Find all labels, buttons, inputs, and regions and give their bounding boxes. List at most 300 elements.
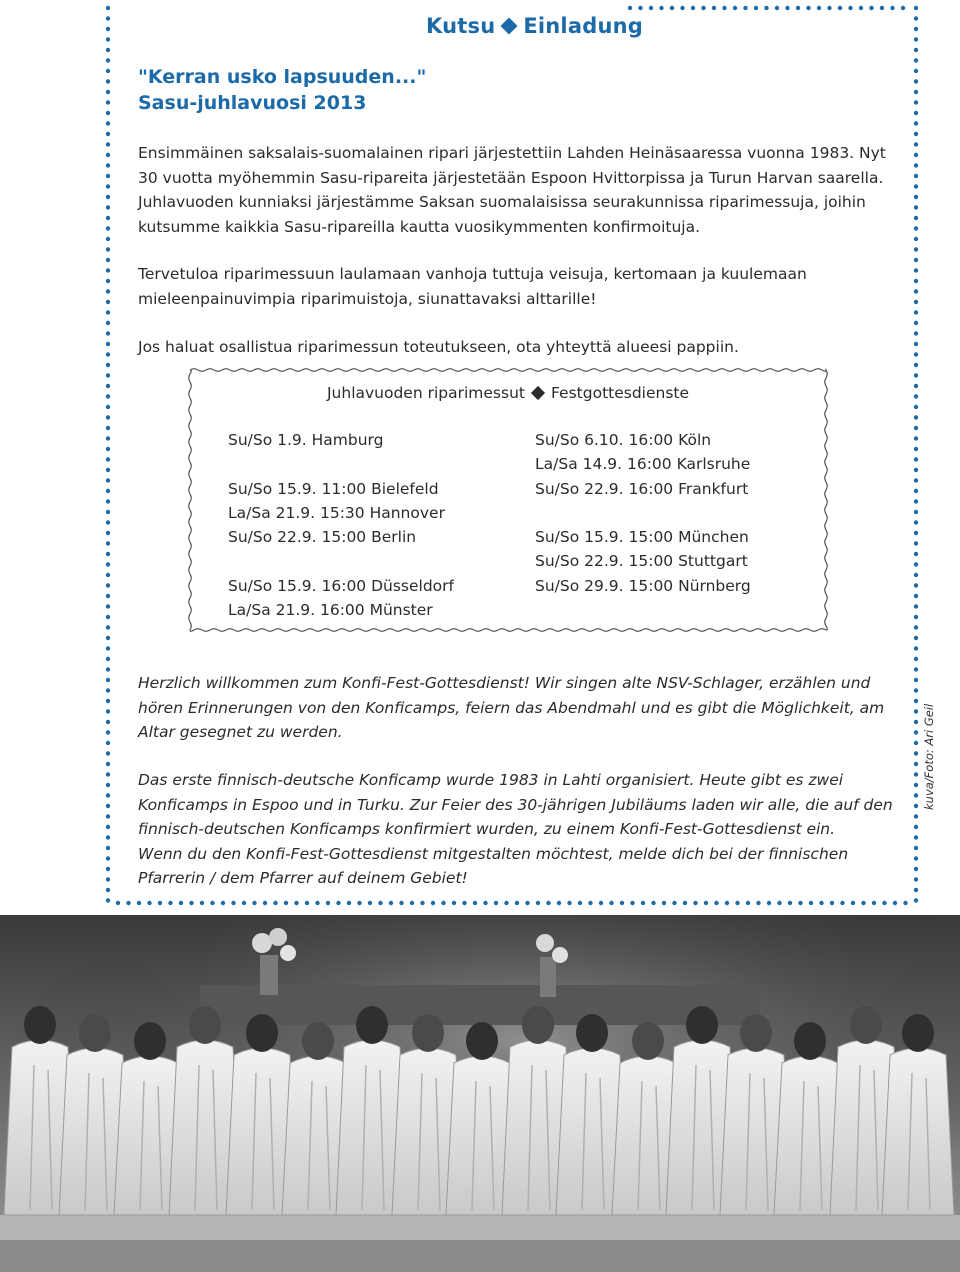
frame-dot	[106, 132, 110, 136]
schedule-column-left	[228, 428, 454, 622]
frame-dot	[106, 510, 110, 514]
frame-dot	[106, 688, 110, 692]
frame-dot	[252, 901, 256, 905]
schedule-title-finnish: Juhlavuoden riparimessut	[326, 384, 525, 402]
frame-dot	[106, 730, 110, 734]
frame-dot	[704, 901, 708, 905]
frame-dot	[914, 405, 918, 409]
frame-dot	[914, 300, 918, 304]
frame-dot	[106, 478, 110, 482]
frame-dot	[914, 352, 918, 356]
frame-dot	[914, 331, 918, 335]
frame-dot	[914, 237, 918, 241]
frame-dot	[106, 16, 110, 20]
frame-dot	[106, 100, 110, 104]
kneeling-confirmands	[4, 1006, 954, 1215]
frame-dot	[106, 699, 110, 703]
frame-dot	[106, 856, 110, 860]
frame-dot	[106, 814, 110, 818]
schedule-item: Su/So 1.9. Hamburg	[228, 431, 384, 449]
frame-dot	[294, 901, 298, 905]
frame-dot	[914, 426, 918, 430]
frame-dot	[914, 79, 918, 83]
frame-dot	[851, 901, 855, 905]
frame-dot	[483, 901, 487, 905]
frame-dot	[106, 657, 110, 661]
frame-dot	[733, 6, 737, 10]
frame-dot	[431, 901, 435, 905]
frame-dot	[914, 730, 918, 734]
frame-dot	[106, 373, 110, 377]
finnish-paragraph-1: Ensimmäinen saksalais-suomalainen ripari järjestettiin Lahden Heinäsaaressa vuonna 1983. Nyt 30 vuotta myöhemmin Sasu-ripareita järjestetään Espoon Hvittorpissa ja Turun Harvan saarella. Juhlavuoden kunniaksi järjestämme Saksan suomalaisissa seurakunnissa riparimessuja, joihin kutsumme kaikkia Sasu-ripareilla kautta vuosikymmenten konfirmoituja.	[138, 144, 886, 236]
frame-dot	[106, 352, 110, 356]
frame-dot	[680, 6, 684, 10]
schedule-item: La/Sa 14.9. 16:00 Karlsruhe	[535, 455, 751, 474]
frame-dot	[106, 237, 110, 241]
frame-dot	[106, 636, 110, 640]
schedule-item: Su/So 15.9. 16:00 Düsseldorf	[228, 576, 454, 595]
frame-dot	[263, 901, 267, 905]
frame-dot	[106, 825, 110, 829]
frame-dot	[106, 783, 110, 787]
frame-dot	[106, 27, 110, 31]
frame-dot	[106, 37, 110, 41]
frame-dot	[914, 520, 918, 524]
frame-dot	[662, 901, 666, 905]
finnish-paragraph-3: Jos haluat osallistua riparimessun toteutukseen, ota yhteyttä alueesi pappiin.	[138, 338, 739, 356]
frame-dot	[106, 268, 110, 272]
frame-dot	[106, 762, 110, 766]
frame-dot	[242, 901, 246, 905]
frame-dot	[106, 310, 110, 314]
frame-dot	[914, 90, 918, 94]
frame-dot	[914, 594, 918, 598]
frame-dot	[106, 447, 110, 451]
frame-dot	[106, 415, 110, 419]
frame-dot	[158, 901, 162, 905]
schedule-column-right	[535, 428, 751, 598]
photo-credit: kuva/Foto: Ari Geil	[922, 703, 936, 810]
schedule-spacer	[535, 501, 751, 525]
kicker-german: Einladung	[523, 14, 643, 38]
frame-dot	[106, 226, 110, 230]
frame-dot	[305, 901, 309, 905]
frame-dot	[914, 552, 918, 556]
frame-dot	[546, 901, 550, 905]
frame-dot	[914, 531, 918, 535]
frame-dot	[106, 300, 110, 304]
frame-dot	[798, 901, 802, 905]
frame-dot	[106, 594, 110, 598]
frame-dot	[638, 6, 642, 10]
frame-dot	[914, 772, 918, 776]
frame-dot	[914, 783, 918, 787]
frame-dot	[840, 901, 844, 905]
frame-dot	[914, 100, 918, 104]
frame-dot	[914, 321, 918, 325]
frame-dot	[914, 657, 918, 661]
frame-dot	[914, 384, 918, 388]
frame-dot	[901, 6, 905, 10]
frame-dot	[315, 901, 319, 905]
frame-dot	[914, 636, 918, 640]
frame-dot	[378, 901, 382, 905]
frame-dot	[914, 562, 918, 566]
frame-dot	[179, 901, 183, 905]
frame-dot	[893, 901, 897, 905]
frame-dot	[106, 520, 110, 524]
german-paragraph-2	[138, 768, 908, 891]
frame-dot	[914, 510, 918, 514]
frame-dot	[903, 901, 907, 905]
frame-dot	[914, 174, 918, 178]
frame-dot	[106, 426, 110, 430]
frame-dot	[106, 583, 110, 587]
frame-dot	[106, 58, 110, 62]
frame-dot	[494, 901, 498, 905]
frame-dot	[106, 363, 110, 367]
frame-dot	[106, 195, 110, 199]
frame-dot	[106, 163, 110, 167]
frame-dot	[210, 901, 214, 905]
frame-dot	[914, 468, 918, 472]
frame-dot	[106, 48, 110, 52]
frame-dot	[200, 901, 204, 905]
frame-dot	[714, 901, 718, 905]
frame-dot	[106, 678, 110, 682]
schedule-item: Su/So 6.10. 16:00 Köln	[535, 431, 712, 449]
frame-dot	[914, 69, 918, 73]
frame-dot	[914, 16, 918, 20]
german-paragraph-2-text: Das erste finnisch-deutsche Konficamp wurde 1983 in Lahti organisiert. Heute gibt es zwei Konficamps in Espoo und in Turku. Zur Feier des 30-jährigen Jubiläums laden wir alle, die auf den finnisch-deutschen Konficamps konfirmiert wurden, zu einem Konfi-Fest-Gottesdienst ein.	[138, 771, 893, 838]
frame-dot	[788, 901, 792, 905]
frame-dot	[775, 6, 779, 10]
frame-dot	[106, 888, 110, 892]
frame-dot	[670, 6, 674, 10]
frame-dot	[777, 901, 781, 905]
schedule-item: La/Sa 21.9. 16:00 Münster	[228, 601, 433, 620]
frame-dot	[914, 247, 918, 251]
frame-dot	[914, 489, 918, 493]
frame-dot	[914, 741, 918, 745]
frame-dot	[914, 898, 918, 902]
frame-dot	[588, 901, 592, 905]
frame-dot	[914, 856, 918, 860]
frame-dot	[914, 58, 918, 62]
frame-dot	[628, 6, 632, 10]
frame-dot	[106, 531, 110, 535]
diamond-icon	[531, 385, 545, 399]
frame-dot	[126, 901, 130, 905]
frame-dot	[861, 901, 865, 905]
altar-step-top	[0, 1215, 960, 1240]
frame-dot	[441, 901, 445, 905]
frame-dot	[914, 111, 918, 115]
frame-dot	[336, 901, 340, 905]
frame-dot	[106, 321, 110, 325]
frame-dot	[106, 615, 110, 619]
frame-dot	[106, 604, 110, 608]
frame-dot	[273, 901, 277, 905]
frame-dot	[754, 6, 758, 10]
frame-dot	[106, 69, 110, 73]
frame-dot	[609, 901, 613, 905]
frame-dot	[399, 901, 403, 905]
page-heading	[138, 64, 426, 116]
frame-dot	[735, 901, 739, 905]
german-paragraph-1: Herzlich willkommen zum Konfi-Fest-Gottesdienst! Wir singen alte NSV-Schlager, erzählen und hören Erinnerungen von den Konficamps, feiern das Abendmahl und es gibt die Möglichkeit, am Altar gesegnet zu werden.	[138, 674, 885, 741]
frame-dot	[106, 111, 110, 115]
frame-dot	[914, 163, 918, 167]
frame-dot	[914, 310, 918, 314]
frame-dot	[106, 79, 110, 83]
frame-dot	[914, 447, 918, 451]
frame-dot	[914, 268, 918, 272]
frame-dot	[914, 751, 918, 755]
schedule-item: Su/So 22.9. 16:00 Frankfurt	[535, 479, 749, 498]
frame-dot	[106, 289, 110, 293]
frame-dot	[914, 762, 918, 766]
frame-dot	[106, 562, 110, 566]
frame-dot	[914, 205, 918, 209]
frame-dot	[106, 436, 110, 440]
frame-dot	[106, 384, 110, 388]
frame-dot	[106, 793, 110, 797]
frame-dot	[859, 6, 863, 10]
german-paragraph-3-text: Wenn du den Konfi-Fest-Gottesdienst mitgestalten möchtest, melde dich bei der finnischen Pfarrerin / dem Pfarrer auf deinem Gebiet!	[138, 844, 849, 887]
frame-dot	[914, 216, 918, 220]
frame-dot	[147, 901, 151, 905]
heading-line-1: "Kerran usko lapsuuden..."	[138, 66, 427, 88]
frame-dot	[641, 901, 645, 905]
frame-dot	[659, 6, 663, 10]
frame-dot	[848, 6, 852, 10]
frame-dot	[106, 646, 110, 650]
frame-dot	[106, 121, 110, 125]
frame-dot	[106, 709, 110, 713]
frame-dot	[914, 720, 918, 724]
frame-dot	[106, 489, 110, 493]
frame-dot	[914, 457, 918, 461]
frame-dot	[693, 901, 697, 905]
frame-dot	[914, 153, 918, 157]
frame-dot	[914, 394, 918, 398]
frame-dot	[106, 258, 110, 262]
frame-dot	[106, 405, 110, 409]
frame-dot	[819, 901, 823, 905]
kicker-finnish: Kutsu	[426, 14, 496, 38]
frame-dot	[578, 901, 582, 905]
frame-dot	[914, 363, 918, 367]
frame-dot	[137, 901, 141, 905]
frame-dot	[106, 835, 110, 839]
frame-dot	[106, 846, 110, 850]
frame-dot	[838, 6, 842, 10]
frame-dot	[106, 468, 110, 472]
frame-dot	[827, 6, 831, 10]
frame-dot	[914, 804, 918, 808]
frame-dot	[914, 121, 918, 125]
frame-dot	[712, 6, 716, 10]
frame-dot	[914, 195, 918, 199]
frame-dot	[691, 6, 695, 10]
frame-dot	[567, 901, 571, 905]
frame-dot	[914, 37, 918, 41]
frame-dot	[806, 6, 810, 10]
frame-dot	[106, 216, 110, 220]
frame-dot	[914, 132, 918, 136]
kicker	[426, 14, 643, 38]
frame-dot	[914, 835, 918, 839]
frame-dot	[746, 901, 750, 905]
frame-dot	[767, 901, 771, 905]
frame-dot	[914, 226, 918, 230]
frame-dot	[914, 6, 918, 10]
frame-dot	[420, 901, 424, 905]
frame-dot	[106, 804, 110, 808]
frame-dot	[914, 184, 918, 188]
frame-dot	[326, 901, 330, 905]
schedule-item: Su/So 22.9. 15:00 Berlin	[228, 528, 417, 547]
frame-dot	[756, 901, 760, 905]
frame-dot	[106, 174, 110, 178]
frame-dot	[368, 901, 372, 905]
frame-dot	[914, 625, 918, 629]
frame-dot	[651, 901, 655, 905]
frame-dot	[914, 27, 918, 31]
frame-dot	[882, 901, 886, 905]
frame-dot	[914, 646, 918, 650]
frame-dot	[106, 541, 110, 545]
schedule-spacer	[228, 549, 454, 573]
frame-dot	[914, 48, 918, 52]
frame-dot	[914, 846, 918, 850]
finnish-paragraph-2: Tervetuloa riparimessuun laulamaan vanhoja tuttuja veisuja, kertomaan ja kuulemaan mieleenpainuvimpia riparimuistoja, siunattavaksi alttarille!	[138, 265, 807, 308]
frame-dot	[106, 153, 110, 157]
frame-dot	[869, 6, 873, 10]
frame-dot	[809, 901, 813, 905]
frame-dot	[106, 552, 110, 556]
schedule-title	[186, 384, 830, 402]
frame-dot	[106, 877, 110, 881]
frame-dot	[649, 6, 653, 10]
frame-dot	[620, 901, 624, 905]
frame-dot	[452, 901, 456, 905]
frame-dot	[106, 142, 110, 146]
frame-dot	[914, 888, 918, 892]
frame-dot	[743, 6, 747, 10]
frame-dot	[106, 499, 110, 503]
frame-dot	[683, 901, 687, 905]
frame-dot	[914, 499, 918, 503]
frame-dot	[106, 667, 110, 671]
schedule-title-german: Festgottesdienste	[550, 384, 690, 402]
frame-dot	[914, 289, 918, 293]
frame-dot	[880, 6, 884, 10]
schedule-item: Su/So 15.9. 15:00 München	[535, 528, 749, 547]
frame-dot	[722, 6, 726, 10]
frame-dot	[599, 901, 603, 905]
frame-dot	[106, 394, 110, 398]
frame-dot	[914, 373, 918, 377]
frame-dot	[389, 901, 393, 905]
schedule-item: Su/So 29.9. 15:00 Nürnberg	[535, 576, 751, 595]
frame-dot	[106, 6, 110, 10]
frame-dot	[106, 573, 110, 577]
frame-dot	[872, 901, 876, 905]
altar-table	[200, 985, 760, 1025]
frame-dot	[914, 478, 918, 482]
frame-dot	[672, 901, 676, 905]
schedule-item: La/Sa 21.9. 15:30 Hannover	[228, 503, 445, 522]
frame-dot	[106, 342, 110, 346]
frame-dot	[914, 793, 918, 797]
frame-dot	[106, 457, 110, 461]
frame-dot	[504, 901, 508, 905]
frame-dot	[106, 279, 110, 283]
frame-dot	[106, 867, 110, 871]
frame-dot	[536, 901, 540, 905]
frame-dot	[106, 205, 110, 209]
frame-dot	[914, 258, 918, 262]
frame-dot	[785, 6, 789, 10]
frame-dot	[830, 901, 834, 905]
frame-dot	[914, 615, 918, 619]
frame-dot	[106, 772, 110, 776]
confirmation-photo	[0, 915, 960, 1272]
frame-dot	[914, 667, 918, 671]
frame-dot	[914, 877, 918, 881]
frame-dot	[914, 699, 918, 703]
frame-dot	[796, 6, 800, 10]
frame-dot	[914, 279, 918, 283]
frame-dot	[630, 901, 634, 905]
frame-dot	[347, 901, 351, 905]
frame-dot	[168, 901, 172, 905]
frame-dot	[914, 541, 918, 545]
frame-dot	[557, 901, 561, 905]
frame-dot	[914, 678, 918, 682]
frame-dot	[106, 751, 110, 755]
frame-dot	[914, 604, 918, 608]
frame-dot	[914, 688, 918, 692]
frame-dot	[231, 901, 235, 905]
altar-step-bottom	[0, 1240, 960, 1272]
frame-dot	[914, 583, 918, 587]
frame-dot	[914, 142, 918, 146]
diamond-icon	[501, 18, 518, 35]
frame-dot	[914, 342, 918, 346]
frame-dot	[473, 901, 477, 905]
frame-dot	[106, 720, 110, 724]
frame-dot	[357, 901, 361, 905]
frame-dot	[914, 867, 918, 871]
frame-dot	[221, 901, 225, 905]
schedule-spacer	[228, 452, 454, 476]
frame-dot	[914, 825, 918, 829]
frame-dot	[914, 814, 918, 818]
frame-dot	[515, 901, 519, 905]
frame-dot	[725, 901, 729, 905]
frame-dot	[189, 901, 193, 905]
frame-dot	[106, 741, 110, 745]
frame-dot	[106, 331, 110, 335]
schedule-item: Su/So 22.9. 15:00 Stuttgart	[535, 552, 748, 571]
frame-dot	[106, 184, 110, 188]
frame-dot	[462, 901, 466, 905]
frame-dot	[106, 898, 110, 902]
frame-dot	[701, 6, 705, 10]
